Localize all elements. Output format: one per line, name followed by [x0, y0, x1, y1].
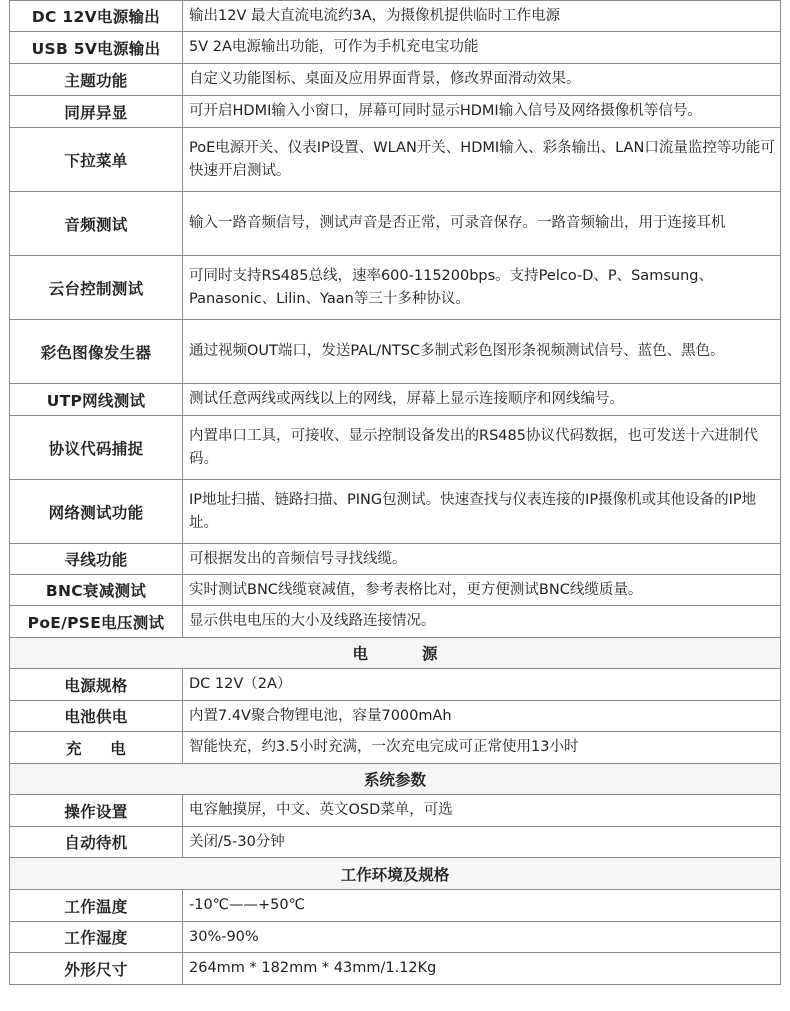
spec-row — [10, 320, 781, 384]
spec-value: 内置7.4V聚合物锂电池，容量7000mAh — [183, 701, 781, 732]
spec-label: 电池供电 — [10, 701, 183, 732]
spec-value: 输出12V 最大直流电流约3A，为摄像机提供临时工作电源 — [183, 1, 781, 32]
spec-value: 显示供电电压的大小及线路连接情况。 — [183, 606, 781, 638]
spec-table — [9, 0, 781, 985]
spec-label: 操作设置 — [10, 795, 183, 827]
spec-row — [10, 96, 781, 128]
spec-row — [10, 32, 781, 64]
spec-value: 可同时支持RS485总线，速率600-115200bps。支持Pelco-D、P、Samsung、Panasonic、Lilin、Yaan等三十多种协议。 — [183, 256, 781, 320]
spec-label: 协议代码捕捉 — [10, 416, 183, 480]
spec-label: 工作温度 — [10, 890, 183, 922]
spec-value: 通过视频OUT端口，发送PAL/NTSC多制式彩色图形条视频测试信号、蓝色、黑色。 — [183, 320, 781, 384]
spec-label: PoE/PSE电压测试 — [10, 606, 183, 638]
spec-row — [10, 480, 781, 544]
spec-value: 内置串口工具，可接收、显示控制设备发出的RS485协议代码数据，也可发送十六进制代码。 — [183, 416, 781, 480]
spec-value: 关闭/5-30分钟 — [183, 827, 781, 858]
spec-value: 可开启HDMI输入小窗口，屏幕可同时显示HDMI输入信号及网络摄像机等信号。 — [183, 96, 781, 128]
spec-row — [10, 732, 781, 764]
section-header-row — [10, 638, 781, 669]
spec-label: BNC衰减测试 — [10, 575, 183, 606]
spec-row — [10, 192, 781, 256]
spec-label: 充 电 — [10, 732, 183, 764]
spec-table-body — [10, 1, 781, 985]
spec-row — [10, 416, 781, 480]
spec-row — [10, 544, 781, 575]
spec-row — [10, 795, 781, 827]
spec-row — [10, 384, 781, 416]
spec-value: 30%-90% — [183, 922, 781, 953]
spec-value: IP地址扫描、链路扫描、PING包测试。快速查找与仪表连接的IP摄像机或其他设备的IP地址。 — [183, 480, 781, 544]
spec-label: 工作湿度 — [10, 922, 183, 953]
spec-value: 自定义功能图标、桌面及应用界面背景，修改界面滑动效果。 — [183, 64, 781, 96]
spec-row — [10, 701, 781, 732]
spec-row — [10, 575, 781, 606]
spec-label: 外形尺寸 — [10, 953, 183, 985]
spec-label: 音频测试 — [10, 192, 183, 256]
spec-row — [10, 1, 781, 32]
spec-value: PoE电源开关、仪表IP设置、WLAN开关、HDMI输入、彩条输出、LAN口流量监控等功能可快速开启测试。 — [183, 128, 781, 192]
spec-value: 可根据发出的音频信号寻找线缆。 — [183, 544, 781, 575]
spec-value: 测试任意两线或两线以上的网线，屏幕上显示连接顺序和网线编号。 — [183, 384, 781, 416]
section-header-row — [10, 764, 781, 795]
spec-label: 寻线功能 — [10, 544, 183, 575]
section-header: 电 源 — [10, 638, 781, 669]
spec-label: UTP网线测试 — [10, 384, 183, 416]
spec-value: DC 12V（2A） — [183, 669, 781, 701]
spec-label: 网络测试功能 — [10, 480, 183, 544]
spec-value: 5V 2A电源输出功能，可作为手机充电宝功能 — [183, 32, 781, 64]
spec-label: DC 12V电源输出 — [10, 1, 183, 32]
spec-value: 电容触摸屏，中文、英文OSD菜单，可选 — [183, 795, 781, 827]
spec-value: 实时测试BNC线缆衰减值，参考表格比对，更方便测试BNC线缆质量。 — [183, 575, 781, 606]
spec-value: 264mm * 182mm * 43mm/1.12Kg — [183, 953, 781, 985]
spec-row — [10, 64, 781, 96]
spec-label: 云台控制测试 — [10, 256, 183, 320]
spec-row — [10, 827, 781, 858]
section-header: 工作环境及规格 — [10, 858, 781, 890]
spec-label: 主题功能 — [10, 64, 183, 96]
spec-label: 电源规格 — [10, 669, 183, 701]
spec-row — [10, 890, 781, 922]
spec-row — [10, 256, 781, 320]
spec-row — [10, 606, 781, 638]
spec-value: 智能快充，约3.5小时充满，一次充电完成可正常使用13小时 — [183, 732, 781, 764]
spec-row — [10, 953, 781, 985]
spec-label: 自动待机 — [10, 827, 183, 858]
spec-label: 同屏异显 — [10, 96, 183, 128]
spec-label: 下拉菜单 — [10, 128, 183, 192]
spec-row — [10, 128, 781, 192]
spec-value: -10℃——+50℃ — [183, 890, 781, 922]
spec-row — [10, 669, 781, 701]
section-header-row — [10, 858, 781, 890]
section-header: 系统参数 — [10, 764, 781, 795]
spec-label: 彩色图像发生器 — [10, 320, 183, 384]
spec-value: 输入一路音频信号，测试声音是否正常，可录音保存。一路音频输出，用于连接耳机 — [183, 192, 781, 256]
spec-row — [10, 922, 781, 953]
spec-label: USB 5V电源输出 — [10, 32, 183, 64]
